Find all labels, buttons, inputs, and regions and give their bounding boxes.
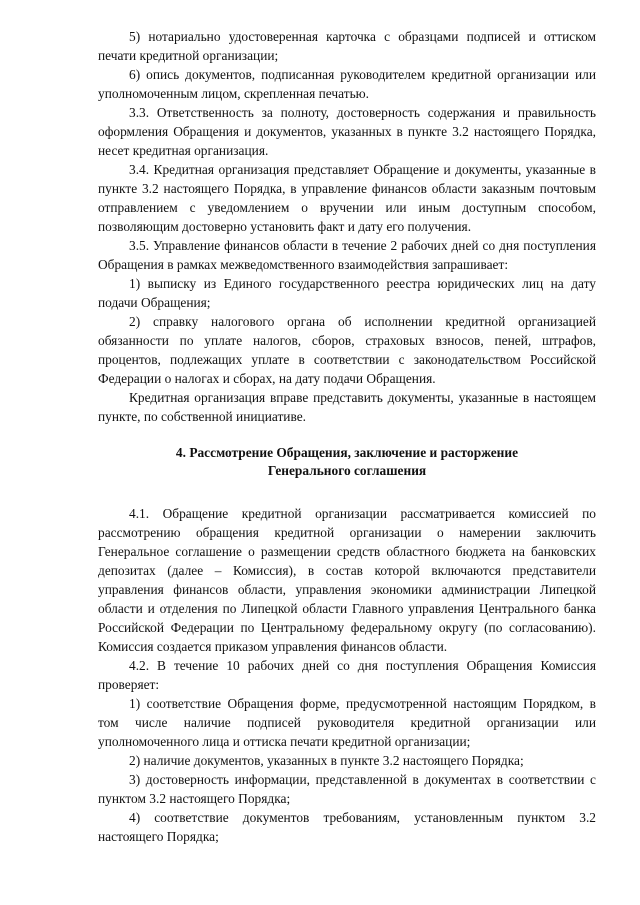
paragraph-4-1: 4.1. Обращение кредитной организации рассматривается комиссией по рассмотрению обращения кредитной организации о намерении заключить Генеральное соглашение о размещении средств областного бюджета на банковских депозитах (далее – Комиссия), в состав которой включаются представители управления финансов области, управления экономики администрации Липецкой области и отделения по Липецкой области Главного управления Центрального банка Российской Федерации по Центральному федеральному округу (по согласованию). Комиссия создается приказом управления финансов области. (98, 506, 596, 654)
paragraph-3-4: 3.4. Кредитная организация представляет Обращение и документы, указанные в пункте 3.2 настоящего Порядка, в управление финансов области заказным почтовым отправлением с уведомлением о вручении или иным доступным способом, позволяющим достоверно установить факт и дату его получения. (98, 162, 596, 234)
paragraph-4-2-item-2: 2) наличие документов, указанных в пункте 3.2 настоящего Порядка; (129, 753, 524, 768)
section-heading-line-1: 4. Рассмотрение Обращения, заключение и расторжение (175, 445, 519, 460)
paragraph-3-3: 3.3. Ответственность за полноту, достоверность содержания и правильность оформления Обращения и документов, указанных в пункте 3.2 настоящего Порядка, несет кредитная организация. (98, 105, 596, 158)
paragraph-4-2-item-4: 4) соответствие документов требованиям, установленным пунктом 3.2 настоящего Порядка; (98, 810, 596, 844)
section-heading-line-2: Генерального соглашения (267, 463, 427, 478)
paragraph-4-2-item-3: 3) достоверность информации, представленной в документах в соответствии с пунктом 3.2 настоящего Порядка; (98, 772, 596, 806)
paragraph-3-5: 3.5. Управление финансов области в течение 2 рабочих дней со дня поступления Обращения в рамках межведомственного взаимодействия запрашивает: (98, 238, 596, 272)
paragraph-item-5: 5) нотариально удостоверенная карточка с образцами подписей и оттиском печати кредитной организации; (98, 29, 596, 63)
paragraph-4-2-item-1: 1) соответствие Обращения форме, предусмотренной настоящим Порядком, в том числе наличие подписей руководителя кредитной организации или уполномоченного лица и оттиска печати кредитной организации; (98, 696, 596, 749)
paragraph-3-5-note: Кредитная организация вправе представить документы, указанные в настоящем пункте, по собственной инициативе. (98, 390, 596, 424)
paragraph-3-5-item-2: 2) справку налогового органа об исполнении кредитной организацией обязанности по уплате налогов, сборов, страховых взносов, пеней, штрафов, процентов, подлежащих уплате в соответствии с законодательством Российской Федерации о налогах и сборах, на дату подачи Обращения. (98, 314, 596, 386)
section-heading (98, 444, 596, 480)
paragraph-4-2: 4.2. В течение 10 рабочих дней со дня поступления Обращения Комиссия проверяет: (98, 658, 596, 692)
paragraph-item-6: 6) опись документов, подписанная руководителем кредитной организации или уполномоченным лицом, скрепленная печатью. (98, 67, 596, 101)
document-page (98, 27, 596, 846)
paragraph-3-5-item-1: 1) выписку из Единого государственного реестра юридических лиц на дату подачи Обращения; (98, 276, 596, 310)
